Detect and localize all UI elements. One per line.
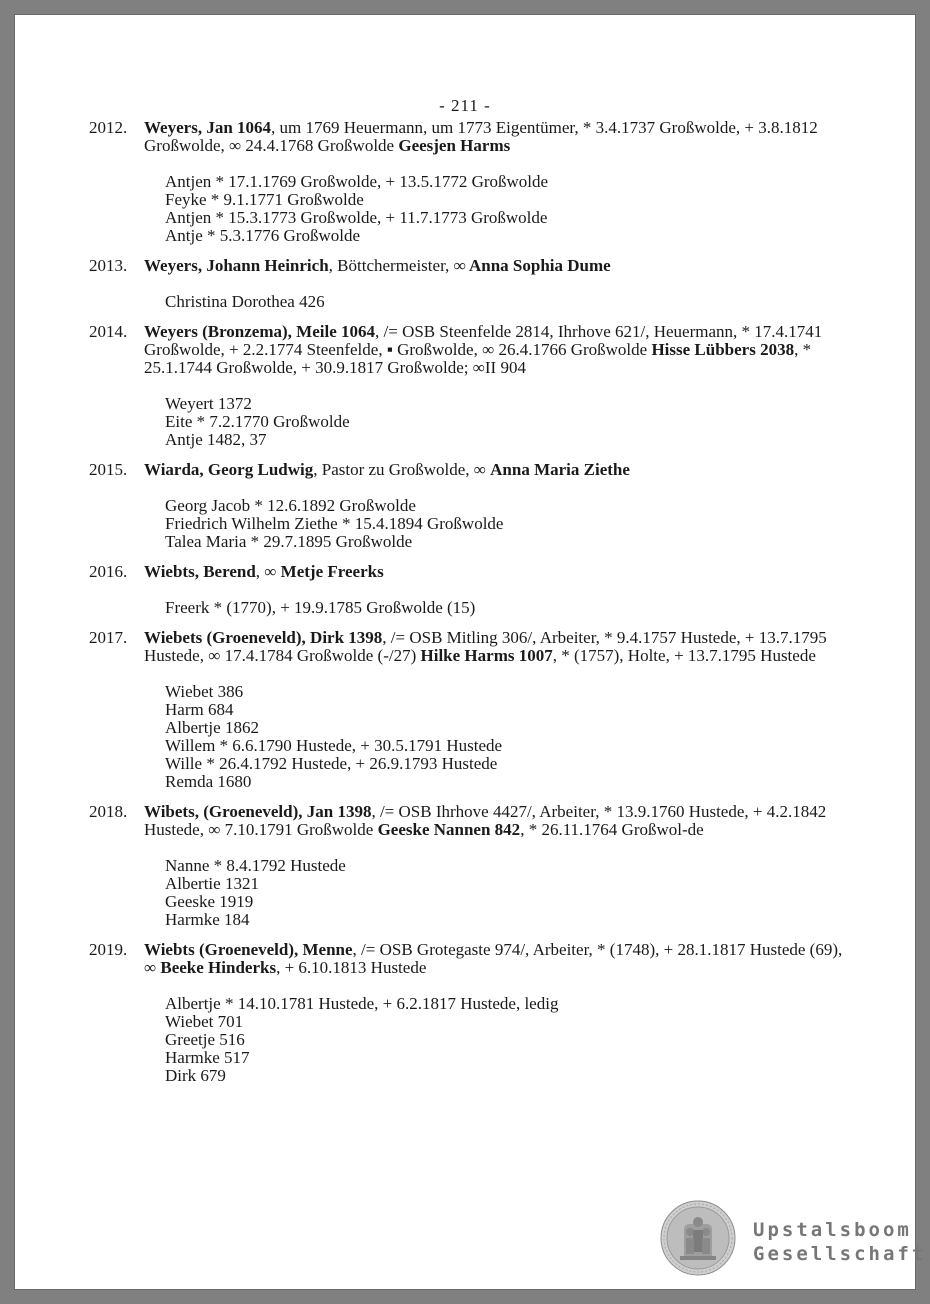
person-name: Wiebets (Groeneveld), Dirk 1398 bbox=[144, 628, 383, 647]
entry-heading bbox=[144, 803, 849, 839]
child-entry: Weyert 1372 bbox=[165, 394, 252, 413]
entry-text: , /= OSB Steenfelde 2814, Ihrhove 621/, Heuermann, * 17.4.1741 Großwolde, + 2.2.1774 Steenfelde, ▪ Großwolde, ∞ 26.4.1766 Großwolde bbox=[144, 322, 823, 359]
person-name: Geeske Nannen 842 bbox=[377, 820, 521, 839]
children-list bbox=[165, 173, 915, 245]
entry-number: 2014. bbox=[89, 322, 128, 341]
seal-emblem-icon bbox=[660, 1200, 736, 1276]
entry-number: 2019. bbox=[89, 940, 128, 959]
entry-number: 2017. bbox=[89, 628, 128, 647]
entry bbox=[15, 563, 915, 617]
child-entry: Greetje 516 bbox=[165, 1030, 245, 1049]
entry-text: , + 6.10.1813 Hustede bbox=[276, 958, 427, 977]
entry bbox=[15, 941, 915, 1085]
child-entry: Friedrich Wilhelm Ziethe * 15.4.1894 Großwolde bbox=[165, 514, 504, 533]
child-entry: Antjen * 17.1.1769 Großwolde, + 13.5.1772 Großwolde bbox=[165, 172, 549, 191]
children-list bbox=[165, 857, 915, 929]
child-entry: Georg Jacob * 12.6.1892 Großwolde bbox=[165, 496, 416, 515]
child-entry: Harmke 517 bbox=[165, 1048, 250, 1067]
entry-text: , /= OSB Ihrhove 4427/, Arbeiter, * 13.9.1760 Hustede, + 4.2.1842 Hustede, ∞ 7.10.1791 Großwolde bbox=[144, 802, 827, 839]
person-name: Wiebts, Berend bbox=[144, 562, 256, 581]
child-entry: Wiebet 701 bbox=[165, 1012, 244, 1031]
person-name: Metje Freerks bbox=[280, 562, 384, 581]
child-entry: Freerk * (1770), + 19.9.1785 Großwolde (15) bbox=[165, 598, 476, 617]
entry-heading bbox=[144, 629, 849, 665]
person-name: Wiarda, Georg Ludwig bbox=[144, 460, 314, 479]
child-entry: Antje * 5.3.1776 Großwolde bbox=[165, 226, 361, 245]
child-entry: Christina Dorothea 426 bbox=[165, 292, 325, 311]
children-list bbox=[165, 995, 915, 1085]
child-entry: Antje 1482, 37 bbox=[165, 430, 267, 449]
entry-text: , um 1769 Heuermann, um 1773 Eigentümer, * 3.4.1737 Großwolde, + 3.8.1812 Großwolde, ∞ 24.4.1768 Großwolde bbox=[144, 118, 818, 155]
person-name: ∞ Anna Sophia Dume bbox=[453, 256, 611, 275]
entry-list bbox=[15, 119, 915, 1085]
entry-text: , /= OSB Grotegaste 974/, Arbeiter, * (1748), + 28.1.1817 Hustede (69), ∞ bbox=[144, 940, 843, 977]
entry bbox=[15, 461, 915, 551]
child-entry: Nanne * 8.4.1792 Hustede bbox=[165, 856, 346, 875]
child-entry: Talea Maria * 29.7.1895 Großwolde bbox=[165, 532, 413, 551]
child-entry: Geeske 1919 bbox=[165, 892, 254, 911]
child-entry: Willem * 6.6.1790 Hustede, + 30.5.1791 Hustede bbox=[165, 736, 503, 755]
entry-text: , * 25.1.1744 Großwolde, + 30.9.1817 Großwolde; ∞II 904 bbox=[144, 340, 812, 377]
person-name: Wiebts (Groeneveld), Menne bbox=[144, 940, 353, 959]
document-page bbox=[14, 14, 927, 1290]
entry bbox=[15, 323, 915, 449]
person-name: Hisse Lübbers 2038 bbox=[651, 340, 795, 359]
entry-heading bbox=[144, 323, 849, 377]
person-name: Weyers (Bronzema), Meile 1064 bbox=[144, 322, 376, 341]
children-list bbox=[165, 395, 915, 449]
entry-heading bbox=[144, 941, 849, 977]
child-entry: Albertje * 14.10.1781 Hustede, + 6.2.1817 Hustede, ledig bbox=[165, 994, 559, 1013]
children-list bbox=[165, 497, 915, 551]
entry-heading bbox=[144, 257, 849, 275]
child-entry: Albertie 1321 bbox=[165, 874, 259, 893]
person-name: Weyers, Jan 1064 bbox=[144, 118, 272, 137]
person-name: Geesjen Harms bbox=[398, 136, 511, 155]
brand-line-1: Upstalsboom bbox=[753, 1219, 912, 1241]
entry bbox=[15, 803, 915, 929]
child-entry: Feyke * 9.1.1771 Großwolde bbox=[165, 190, 364, 209]
children-list bbox=[165, 683, 915, 791]
entry-number: 2015. bbox=[89, 460, 128, 479]
brand-line-2: Gesellschaft bbox=[753, 1243, 927, 1265]
page-number: - 211 - bbox=[439, 96, 491, 115]
child-entry: Antjen * 15.3.1773 Großwolde, + 11.7.1773 Großwolde bbox=[165, 208, 548, 227]
entry-text: , ∞ bbox=[255, 562, 281, 581]
entry-number: 2018. bbox=[89, 802, 128, 821]
entry-text: , Pastor zu Großwolde, ∞ bbox=[313, 460, 491, 479]
entry-number: 2016. bbox=[89, 562, 128, 581]
child-entry: Harm 684 bbox=[165, 700, 234, 719]
child-entry: Eite * 7.2.1770 Großwolde bbox=[165, 412, 350, 431]
person-name: Hilke Harms 1007 bbox=[420, 646, 553, 665]
entry-text: , * 26.11.1764 Großwol-de bbox=[520, 820, 704, 839]
entry-number: 2013. bbox=[89, 256, 128, 275]
child-entry: Harmke 184 bbox=[165, 910, 250, 929]
child-entry: Albertje 1862 bbox=[165, 718, 259, 737]
person-name: Weyers, Johann Heinrich bbox=[144, 256, 329, 275]
entry-text: , /= OSB Mitling 306/, Arbeiter, * 9.4.1757 Hustede, + 13.7.1795 Hustede, ∞ 17.4.1784 Großwolde (-/27) bbox=[144, 628, 827, 665]
person-name: Anna Maria Ziethe bbox=[490, 460, 630, 479]
person-name: Beeke Hinderks bbox=[160, 958, 277, 977]
entry-text: , Böttchermeister, bbox=[328, 256, 454, 275]
entry-text: , * (1757), Holte, + 13.7.1795 Hustede bbox=[552, 646, 816, 665]
child-entry: Wille * 26.4.1792 Hustede, + 26.9.1793 Hustede bbox=[165, 754, 498, 773]
entry-number: 2012. bbox=[89, 118, 128, 137]
entry bbox=[15, 119, 915, 245]
entry bbox=[15, 629, 915, 791]
children-list bbox=[165, 599, 915, 617]
children-list bbox=[165, 293, 915, 311]
child-entry: Wiebet 386 bbox=[165, 682, 244, 701]
entry-heading bbox=[144, 119, 849, 155]
entry bbox=[15, 257, 915, 311]
entry-heading bbox=[144, 563, 849, 581]
person-name: Wibets, (Groeneveld), Jan 1398 bbox=[144, 802, 372, 821]
brand-name bbox=[753, 1218, 926, 1266]
child-entry: Remda 1680 bbox=[165, 772, 252, 791]
child-entry: Dirk 679 bbox=[165, 1066, 226, 1085]
entry-heading bbox=[144, 461, 849, 479]
